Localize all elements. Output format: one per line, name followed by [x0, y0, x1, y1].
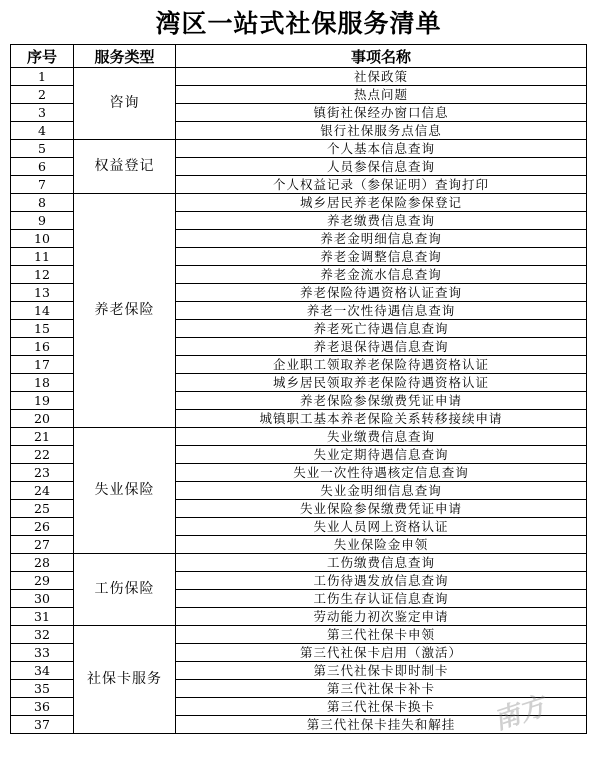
- item-name-cell: 工伤待遇发放信息查询: [176, 572, 587, 590]
- row-number: 15: [11, 320, 74, 338]
- item-name-cell: 失业缴费信息查询: [176, 428, 587, 446]
- item-name-cell: 第三代社保卡即时制卡: [176, 662, 587, 680]
- row-number: 12: [11, 266, 74, 284]
- row-number: 9: [11, 212, 74, 230]
- item-name-cell: 第三代社保卡补卡: [176, 680, 587, 698]
- row-number: 22: [11, 446, 74, 464]
- row-number: 24: [11, 482, 74, 500]
- watermark-logo: 南方: [490, 691, 550, 737]
- item-name-cell: 失业保险金申领: [176, 536, 587, 554]
- item-name-cell: 第三代社保卡挂失和解挂: [176, 716, 587, 734]
- row-number: 5: [11, 140, 74, 158]
- item-name-cell: 镇街社保经办窗口信息: [176, 104, 587, 122]
- row-number: 26: [11, 518, 74, 536]
- table-header-row: [11, 45, 587, 68]
- item-name-cell: 养老保险参保缴费凭证申请: [176, 392, 587, 410]
- item-name-cell: 养老死亡待遇信息查询: [176, 320, 587, 338]
- row-number: 23: [11, 464, 74, 482]
- row-number: 36: [11, 698, 74, 716]
- row-number: 31: [11, 608, 74, 626]
- row-number: 33: [11, 644, 74, 662]
- row-number: 19: [11, 392, 74, 410]
- item-name-cell: 失业一次性待遇核定信息查询: [176, 464, 587, 482]
- item-name-cell: 失业保险参保缴费凭证申请: [176, 500, 587, 518]
- table-row: [11, 428, 587, 446]
- page-title: 湾区一站式社保服务清单: [155, 9, 442, 38]
- table-row: [11, 194, 587, 212]
- row-number: 16: [11, 338, 74, 356]
- item-name-cell: 工伤缴费信息查询: [176, 554, 587, 572]
- item-name-cell: 养老缴费信息查询: [176, 212, 587, 230]
- row-number: 4: [11, 122, 74, 140]
- item-name-cell: 人员参保信息查询: [176, 158, 587, 176]
- row-number: 8: [11, 194, 74, 212]
- row-number: 7: [11, 176, 74, 194]
- row-number: 30: [11, 590, 74, 608]
- item-name-cell: 城镇职工基本养老保险关系转移接续申请: [176, 410, 587, 428]
- row-number: 1: [11, 68, 74, 86]
- row-number: 11: [11, 248, 74, 266]
- item-name-cell: 城乡居民领取养老保险待遇资格认证: [176, 374, 587, 392]
- row-number: 2: [11, 86, 74, 104]
- item-name-cell: 银行社保服务点信息: [176, 122, 587, 140]
- table-row: [11, 68, 587, 86]
- item-name-cell: 第三代社保卡换卡: [176, 698, 587, 716]
- item-name-cell: 个人基本信息查询: [176, 140, 587, 158]
- service-type-cell: 权益登记: [74, 140, 176, 194]
- row-number: 32: [11, 626, 74, 644]
- table-row: [11, 626, 587, 644]
- row-number: 18: [11, 374, 74, 392]
- item-name-cell: 第三代社保卡启用（激活）: [176, 644, 587, 662]
- row-number: 29: [11, 572, 74, 590]
- row-number: 20: [11, 410, 74, 428]
- item-name-cell: 城乡居民养老保险参保登记: [176, 194, 587, 212]
- service-type-cell: 养老保险: [74, 194, 176, 428]
- row-number: 28: [11, 554, 74, 572]
- item-name-cell: 养老金流水信息查询: [176, 266, 587, 284]
- row-number: 37: [11, 716, 74, 734]
- item-name-cell: 养老金调整信息查询: [176, 248, 587, 266]
- header-item: 事项名称: [176, 45, 587, 68]
- row-number: 3: [11, 104, 74, 122]
- row-number: 25: [11, 500, 74, 518]
- item-name-cell: 养老保险待遇资格认证查询: [176, 284, 587, 302]
- item-name-cell: 养老金明细信息查询: [176, 230, 587, 248]
- item-name-cell: 失业定期待遇信息查询: [176, 446, 587, 464]
- item-name-cell: 失业人员网上资格认证: [176, 518, 587, 536]
- row-number: 10: [11, 230, 74, 248]
- table-row: [11, 554, 587, 572]
- item-name-cell: 第三代社保卡申领: [176, 626, 587, 644]
- row-number: 21: [11, 428, 74, 446]
- service-type-cell: 咨询: [74, 68, 176, 140]
- row-number: 6: [11, 158, 74, 176]
- item-name-cell: 失业金明细信息查询: [176, 482, 587, 500]
- service-list-table: [10, 44, 587, 734]
- table-row: [11, 140, 587, 158]
- item-name-cell: 养老一次性待遇信息查询: [176, 302, 587, 320]
- service-type-cell: 社保卡服务: [74, 626, 176, 734]
- row-number: 17: [11, 356, 74, 374]
- header-no: 序号: [11, 45, 74, 68]
- item-name-cell: 工伤生存认证信息查询: [176, 590, 587, 608]
- row-number: 14: [11, 302, 74, 320]
- item-name-cell: 个人权益记录（参保证明）查询打印: [176, 176, 587, 194]
- row-number: 34: [11, 662, 74, 680]
- row-number: 13: [11, 284, 74, 302]
- row-number: 35: [11, 680, 74, 698]
- item-name-cell: 劳动能力初次鉴定申请: [176, 608, 587, 626]
- item-name-cell: 企业职工领取养老保险待遇资格认证: [176, 356, 587, 374]
- item-name-cell: 养老退保待遇信息查询: [176, 338, 587, 356]
- item-name-cell: 社保政策: [176, 68, 587, 86]
- service-type-cell: 工伤保险: [74, 554, 176, 626]
- item-name-cell: 热点问题: [176, 86, 587, 104]
- table-body: [11, 68, 587, 734]
- row-number: 27: [11, 536, 74, 554]
- header-type: 服务类型: [74, 45, 176, 68]
- service-type-cell: 失业保险: [74, 428, 176, 554]
